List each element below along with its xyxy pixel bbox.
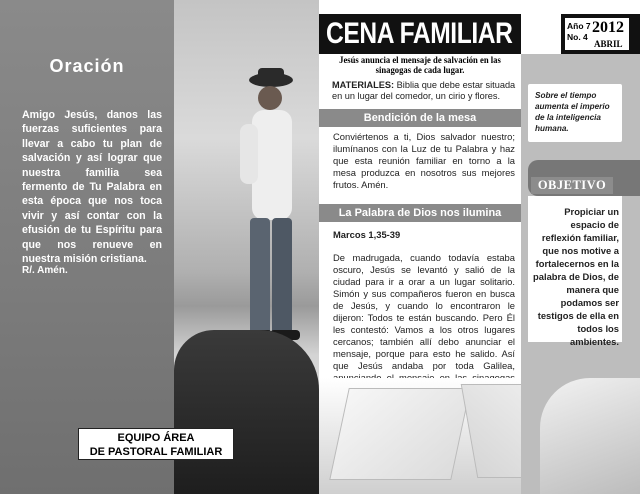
- objective-label: OBJETIVO: [531, 177, 613, 194]
- team-credit-box: [78, 428, 234, 460]
- rock-outcrop: [174, 330, 319, 494]
- issue-number-label: No. 4: [567, 32, 588, 42]
- blessing-heading: Bendición de la mesa: [319, 109, 521, 127]
- gospel-reference: Marcos 1,35-39: [333, 229, 401, 240]
- issue-subtitle: Jesús anuncia el mensaje de salvación en las sinagogas de cada lugar.: [339, 56, 501, 76]
- praying-hands-photo: [540, 378, 640, 494]
- prayer-response: R/. Amén.: [22, 265, 68, 276]
- blessing-text: Conviértenos a ti, Dios salvador nuestro; ilumínanos con la Luz de tu Palabra y haz que esta reunión familiar en torno a la mesa produzca en nosotros sus mejores frutos. Amén.: [333, 131, 515, 190]
- bible-page-left: [329, 388, 471, 480]
- prayer-text: Amigo Jesús, danos las fuerzas suficientes para llevar a cabo tu plan de salvación y así lograr que nuestra familia sea fermento de Tu Palabra en esta época que nos toca vivir y así contar con la efusión de tu Espíritu para que nos renueve en nuestra misión cristiana.: [22, 109, 162, 266]
- word-heading: La Palabra de Dios nos ilumina: [319, 204, 521, 222]
- issue-month: ABRIL: [594, 39, 623, 49]
- team-line-2: DE PASTORAL FAMILIAR: [89, 446, 223, 458]
- prayer-title: Oración: [49, 56, 125, 76]
- issue-year: 2012: [592, 19, 624, 36]
- issue-year-label: Año 7: [567, 21, 591, 31]
- prayer-panel: [0, 0, 174, 494]
- materials-text: Biblia que debe estar situada en un lugar del comedor, un cirio y flores.: [332, 80, 516, 101]
- team-line-1: EQUIPO ÁREA: [117, 432, 195, 444]
- gospel-text: De madrugada, cuando todavía estaba oscuro, Jesús se levantó y salió de la ciudad para ir a orar a un lugar solitario. Simón y sus compañeros fueron en busca de Jesús, y cuando lo encontraron le dijeron: Todos te están buscando. Pero Él les contestó: Vamos a los otros lugares cercanos; también allí debo anunciar el mensaje, porque para esto he salido. Así que Jesús andaba por toda Galilea,: [333, 252, 515, 371]
- objective-text: Propiciar un espacio de reflexión familiar, que nos motive a fortalecernos en la palabra de Dios, de manera que podamos ser testigos de ella en todos los ambientes.: [533, 206, 619, 347]
- materials-label: MATERIALES:: [332, 80, 395, 90]
- masthead-title: CENA FAMILIAR: [326, 17, 513, 50]
- man-on-rock-photo: [174, 0, 319, 494]
- quote-text: Sobre el tiempo aumenta el imperio de la inteligencia humana.: [535, 91, 610, 133]
- materials-note: [332, 80, 518, 102]
